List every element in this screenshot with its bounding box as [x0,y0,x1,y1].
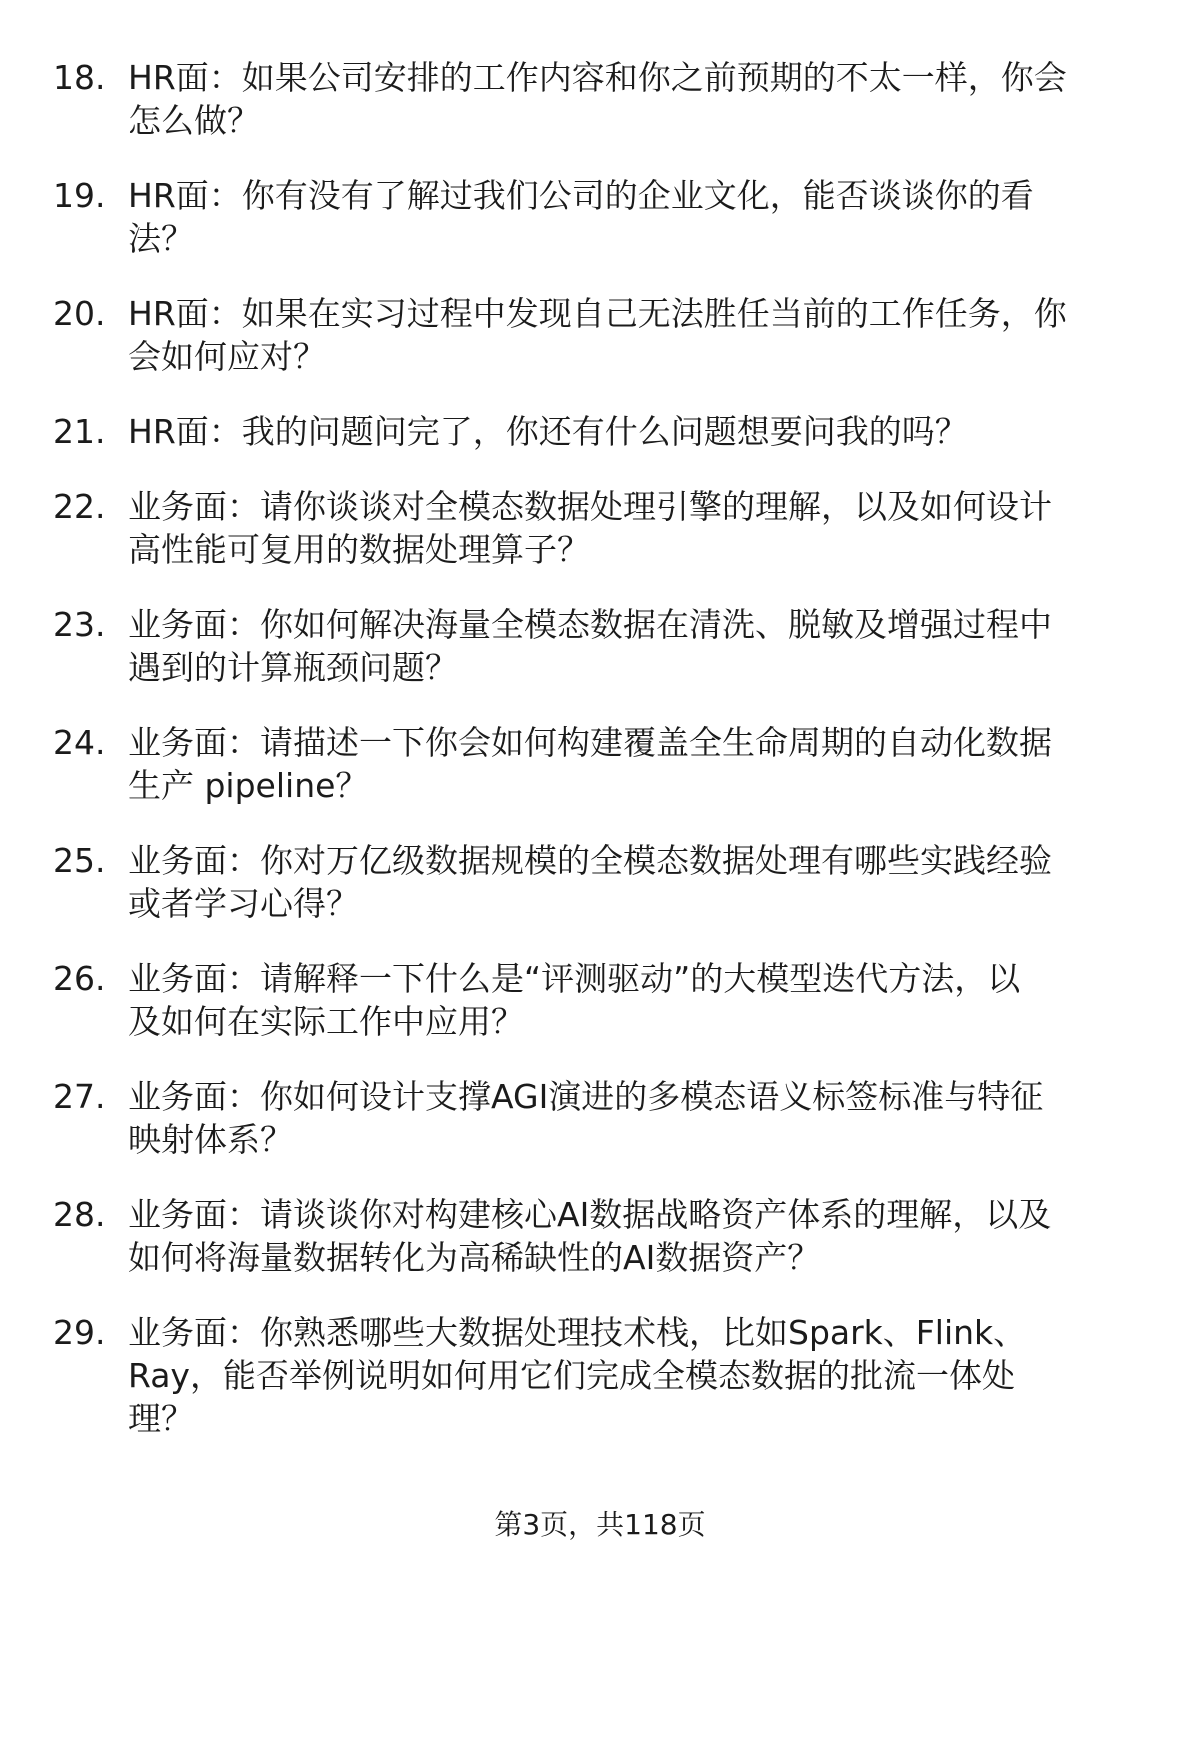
question-item [53,56,1153,142]
question-line: 业务面：请解释一下什么是“评测驱动”的大模型迭代方法，以 [128,959,1021,998]
question-number: 25. [53,841,106,880]
question-item [53,957,1153,1043]
question-item [53,485,1153,571]
question-item [53,1193,1153,1279]
question-text [128,56,1153,142]
question-text [128,174,1153,260]
question-line: HR面：你有没有了解过我们公司的企业文化，能否谈谈你的看 [128,176,1034,215]
question-line: 如何将海量数据转化为高稀缺性的AI数据资产？ [128,1238,821,1277]
question-item [53,1075,1153,1161]
page-footer: 第3页，共118页 [494,1508,706,1541]
question-line: 遇到的计算瓶颈问题？ [128,648,458,687]
question-line: 业务面：请谈谈你对构建核心AI数据战略资产体系的理解，以及 [128,1195,1052,1234]
question-line: 及如何在实际工作中应用？ [128,1002,524,1041]
question-line: 业务面：你熟悉哪些大数据处理技术栈，比如Spark、Flink、 [128,1313,1027,1352]
question-line: 业务面：你如何解决海量全模态数据在清洗、脱敏及增强过程中 [128,605,1052,644]
question-line: HR面：我的问题问完了，你还有什么问题想要问我的吗？ [128,412,968,451]
question-number: 23. [53,605,106,644]
question-text [128,839,1153,925]
question-line: 映射体系？ [128,1120,293,1159]
question-item [53,174,1153,260]
question-number: 21. [53,412,106,451]
question-item [53,603,1153,689]
question-number: 18. [53,58,106,97]
question-text [128,1193,1153,1279]
question-number: 29. [53,1313,106,1352]
question-number: 26. [53,959,106,998]
question-line: 高性能可复用的数据处理算子？ [128,530,590,569]
question-line: 业务面：请你谈谈对全模态数据处理引擎的理解，以及如何设计 [128,487,1052,526]
question-number: 28. [53,1195,106,1234]
question-line: 业务面：请描述一下你会如何构建覆盖全生命周期的自动化数据 [128,723,1052,762]
question-text [128,721,1153,807]
question-line: 业务面：你如何设计支撑AGI演进的多模态语义标签标准与特征 [128,1077,1044,1116]
question-number: 27. [53,1077,106,1116]
question-text [128,957,1153,1043]
question-line: 怎么做？ [128,101,260,140]
question-text [128,410,1153,453]
question-line: HR面：如果公司安排的工作内容和你之前预期的不太一样，你会 [128,58,1067,97]
question-line: Ray，能否举例说明如何用它们完成全模态数据的批流一体处 [128,1356,1015,1395]
question-item [53,721,1153,807]
question-text [128,1075,1153,1161]
question-text [128,292,1153,378]
question-text [128,485,1153,571]
question-number: 20. [53,294,106,333]
question-line: 生产 pipeline？ [128,766,369,805]
question-number: 19. [53,176,106,215]
question-list [53,56,1153,1472]
question-item [53,1311,1153,1440]
question-text [128,1311,1153,1440]
question-line: HR面：如果在实习过程中发现自己无法胜任当前的工作任务，你 [128,294,1067,333]
question-text [128,603,1153,689]
question-line: 会如何应对？ [128,337,326,376]
question-line: 业务面：你对万亿级数据规模的全模态数据处理有哪些实践经验 [128,841,1052,880]
question-item [53,292,1153,378]
question-number: 24. [53,723,106,762]
question-line: 法？ [128,219,194,258]
question-item [53,410,1153,453]
question-number: 22. [53,487,106,526]
question-item [53,839,1153,925]
question-line: 或者学习心得？ [128,884,359,923]
question-line: 理？ [128,1399,194,1438]
